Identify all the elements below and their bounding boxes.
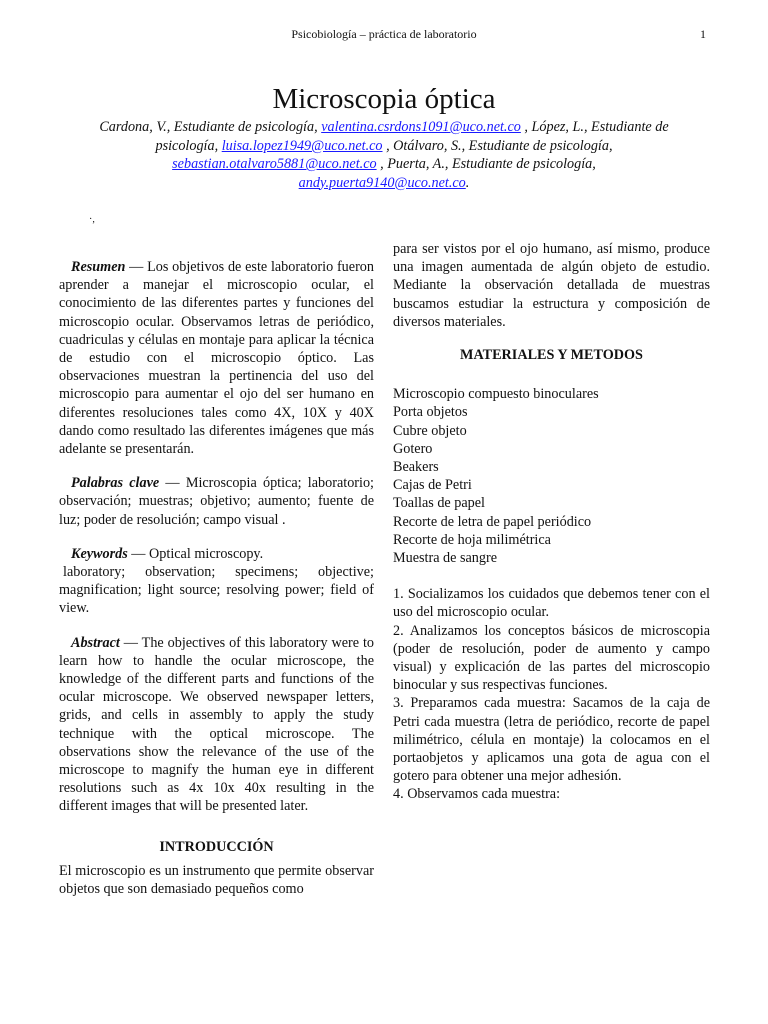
list-item: Cubre objeto <box>393 422 467 439</box>
resumen-text: — Los objetivos de este laboratorio fueron aprender a manejar el microscopio ocular, el conocimiento de las diferentes partes y funciones del microscopio ocular. Observamos letras de periódico, cuadriculas y células en montaje para aplicar la técnica de estudio con el microscopio óptico. Las observaciones muestran la pertinencia del uso del microscopio para aumentar el ojo del ser humano en diferentes resoluciones tales como 4X, 10X y 40X dando como resultado las diferentes imágenes que más adelante se presentarán. <box>59 259 374 458</box>
author-text: , López, L., Estudiante de psicología, <box>155 119 669 154</box>
author-text: , Puerta, A., Estudiante de psicología, <box>376 156 596 172</box>
procedure-step: 3. Preparamos cada muestra: Sacamos de la caja de Petri cada muestra (letra de periódico, recorte de papel milimétrico, célula en montaje) la colocamos en el portaobjetos y aplicamos una gota de agua con el gotero para obtener una mejor adhesión. <box>393 695 710 785</box>
list-item: Recorte de letra de papel periódico <box>393 513 592 530</box>
list-item: Toallas de papel <box>393 495 485 512</box>
palabras-clave-label: Palabras clave <box>71 475 160 492</box>
abstract-paragraph <box>59 634 374 816</box>
email-link[interactable]: valentina.csrdons1091@uco.net.co <box>321 119 521 135</box>
procedure-steps <box>393 585 710 803</box>
email-link[interactable]: andy.puerta9140@uco.net.co <box>298 174 466 191</box>
materiales-heading: MATERIALES Y METODOS <box>460 347 643 364</box>
list-item: Cajas de Petri <box>393 477 472 494</box>
keywords-label: Keywords <box>71 545 128 562</box>
list-item: Beakers <box>393 459 439 476</box>
procedure-step: 4. Observamos cada muestra: <box>393 786 561 803</box>
keywords-paragraph <box>59 545 374 563</box>
right-column <box>393 240 710 804</box>
list-item: Muestra de sangre <box>393 550 498 567</box>
introduccion-text: El microscopio es un instrumento que permite observar objetos que son demasiado pequeños como <box>59 862 374 898</box>
resumen-paragraph <box>59 258 374 458</box>
left-column <box>59 258 374 898</box>
procedure-step: 1. Socializamos los cuidados que debemos tener con el uso del microscopio ocular. <box>393 586 710 621</box>
introduccion-heading: INTRODUCCIÓN <box>159 838 274 855</box>
paper-title: Microscopia óptica <box>272 83 496 115</box>
procedure-step: 2. Analizamos los conceptos básicos de microscopia (poder de resolución, poder de aumento y campo visual) y explicación de las partes del microscopio binocular y sus respectivas funciones. <box>393 622 710 694</box>
author-block <box>80 118 688 192</box>
running-header: Psicobiología – práctica de laboratorio <box>291 27 477 41</box>
stray-mark: ·, <box>89 214 95 225</box>
palabras-clave-text: — Microscopia óptica; laboratorio; observación; muestras; objetivo; aumento; fuente de luz; poder de resolución; campo visual . <box>59 475 374 528</box>
email-link[interactable]: luisa.lopez1949@uco.net.co <box>221 137 383 154</box>
resumen-label: Resumen <box>71 259 126 275</box>
abstract-label: Abstract <box>71 634 120 651</box>
author-text: , Otálvaro, S., Estudiante de psicología, <box>382 137 613 154</box>
abstract-text: — The objectives of this laboratory were to learn how to handle the ocular microscope, the knowledge of the different parts and functions of the ocular microscope. We observed newspaper letters, grids, and cells in assembly to apply the study technique with the optical microscope. The observations show the relevance of the use of the microscope to magnify the human eye in different resolutions such as 4x 10x 40x resulting in the different images that will be presented later. <box>59 634 374 815</box>
page-number: 1 <box>700 27 706 41</box>
author-text: Cardona, V., Estudiante de psicología, <box>99 119 322 135</box>
list-item: Gotero <box>393 440 433 457</box>
introduccion-continuation: para ser vistos por el ojo humano, así mismo, produce una imagen aumentada de algún objeto de estudio. Mediante la observación detallada de muestras buscamos estudiar la estructura y composición de diversos materiales. <box>393 241 710 330</box>
email-link[interactable]: sebastian.otalvaro5881@uco.net.co <box>172 156 377 172</box>
materials-list <box>393 385 710 567</box>
list-item: Porta objetos <box>393 404 468 421</box>
keywords-list: laboratory; observation; specimens; objective; magnification; light source; resolving power; field of view. <box>59 564 374 617</box>
list-item: Microscopio compuesto binoculares <box>393 386 599 403</box>
palabras-clave-paragraph <box>59 474 374 529</box>
author-text: . <box>465 174 470 191</box>
keywords-text: — Optical microscopy. <box>127 545 264 562</box>
list-item: Recorte de hoja milimétrica <box>393 531 551 548</box>
